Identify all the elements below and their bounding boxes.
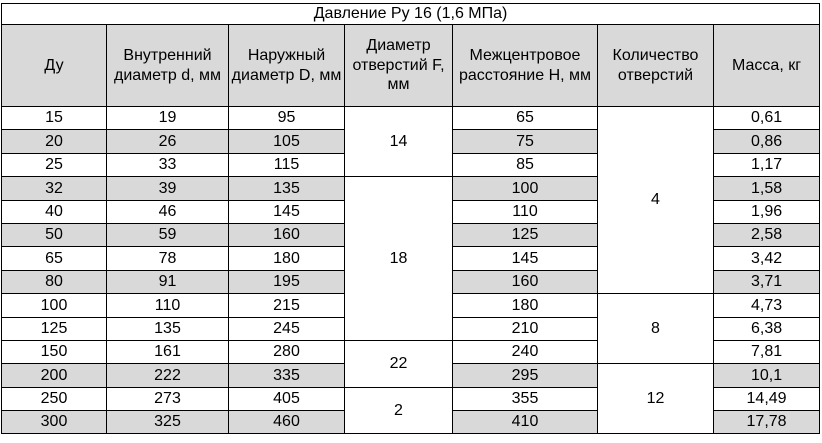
cell-hole-diameter: 2: [345, 387, 453, 434]
cell-outer-diameter: 335: [229, 364, 345, 387]
cell-du: 200: [2, 364, 107, 387]
cell-hole-count: 4: [598, 107, 714, 294]
cell-mass: 1,96: [714, 200, 820, 223]
cell-mass: 1,58: [714, 177, 820, 200]
cell-outer-diameter: 280: [229, 340, 345, 363]
cell-du: 50: [2, 223, 107, 246]
cell-mass: 2,58: [714, 223, 820, 246]
cell-inner-diameter: 110: [107, 294, 229, 317]
cell-du: 40: [2, 200, 107, 223]
cell-mass: 3,42: [714, 247, 820, 270]
cell-du: 125: [2, 317, 107, 340]
cell-outer-diameter: 115: [229, 153, 345, 176]
column-header-center-distance: Межцентровое расстояние H, мм: [453, 25, 598, 107]
cell-mass: 0,61: [714, 107, 820, 130]
cell-inner-diameter: 91: [107, 270, 229, 293]
cell-inner-diameter: 39: [107, 177, 229, 200]
cell-inner-diameter: 19: [107, 107, 229, 130]
cell-du: 80: [2, 270, 107, 293]
cell-mass: 10,1: [714, 364, 820, 387]
cell-mass: 6,38: [714, 317, 820, 340]
cell-du: 300: [2, 411, 107, 434]
cell-center-distance: 240: [453, 340, 598, 363]
cell-center-distance: 295: [453, 364, 598, 387]
cell-hole-count: 12: [598, 364, 714, 434]
cell-center-distance: 125: [453, 223, 598, 246]
cell-hole-count: 8: [598, 294, 714, 364]
cell-inner-diameter: 59: [107, 223, 229, 246]
cell-hole-diameter: 18: [345, 177, 453, 341]
cell-mass: 1,17: [714, 153, 820, 176]
cell-inner-diameter: 273: [107, 387, 229, 410]
cell-center-distance: 180: [453, 294, 598, 317]
cell-outer-diameter: 105: [229, 130, 345, 153]
cell-center-distance: 110: [453, 200, 598, 223]
column-header-outer-diameter: Наружный диаметр D, мм: [229, 25, 345, 107]
cell-mass: 17,78: [714, 411, 820, 434]
cell-du: 32: [2, 177, 107, 200]
cell-inner-diameter: 33: [107, 153, 229, 176]
cell-center-distance: 75: [453, 130, 598, 153]
cell-outer-diameter: 195: [229, 270, 345, 293]
column-header-hole-count: Количество отверстий: [598, 25, 714, 107]
cell-outer-diameter: 160: [229, 223, 345, 246]
cell-center-distance: 145: [453, 247, 598, 270]
table-row: [2, 107, 820, 130]
cell-du: 150: [2, 340, 107, 363]
cell-du: 15: [2, 107, 107, 130]
cell-center-distance: 410: [453, 411, 598, 434]
column-header-inner-diameter: Внутренний диаметр d, мм: [107, 25, 229, 107]
cell-mass: 3,71: [714, 270, 820, 293]
cell-du: 100: [2, 294, 107, 317]
cell-outer-diameter: 145: [229, 200, 345, 223]
cell-center-distance: 210: [453, 317, 598, 340]
cell-inner-diameter: 325: [107, 411, 229, 434]
pressure-table: [1, 3, 820, 434]
cell-hole-diameter: 22: [345, 340, 453, 387]
table-title: Давление Ру 16 (1,6 МПа): [2, 4, 820, 25]
cell-du: 20: [2, 130, 107, 153]
cell-center-distance: 100: [453, 177, 598, 200]
column-header-du: Ду: [2, 25, 107, 107]
cell-mass: 14,49: [714, 387, 820, 410]
cell-inner-diameter: 161: [107, 340, 229, 363]
column-header-mass: Масса, кг: [714, 25, 820, 107]
cell-mass: 4,73: [714, 294, 820, 317]
cell-inner-diameter: 222: [107, 364, 229, 387]
cell-hole-diameter: 14: [345, 107, 453, 177]
cell-center-distance: 160: [453, 270, 598, 293]
cell-inner-diameter: 46: [107, 200, 229, 223]
cell-center-distance: 65: [453, 107, 598, 130]
cell-outer-diameter: 245: [229, 317, 345, 340]
cell-outer-diameter: 180: [229, 247, 345, 270]
cell-inner-diameter: 78: [107, 247, 229, 270]
cell-outer-diameter: 135: [229, 177, 345, 200]
cell-du: 65: [2, 247, 107, 270]
cell-mass: 7,81: [714, 340, 820, 363]
cell-outer-diameter: 95: [229, 107, 345, 130]
cell-outer-diameter: 405: [229, 387, 345, 410]
cell-inner-diameter: 135: [107, 317, 229, 340]
cell-inner-diameter: 26: [107, 130, 229, 153]
cell-outer-diameter: 215: [229, 294, 345, 317]
column-header-hole-diameter: Диаметр отверстий F, мм: [345, 25, 453, 107]
cell-center-distance: 85: [453, 153, 598, 176]
cell-mass: 0,86: [714, 130, 820, 153]
cell-du: 25: [2, 153, 107, 176]
cell-du: 250: [2, 387, 107, 410]
cell-outer-diameter: 460: [229, 411, 345, 434]
cell-center-distance: 355: [453, 387, 598, 410]
